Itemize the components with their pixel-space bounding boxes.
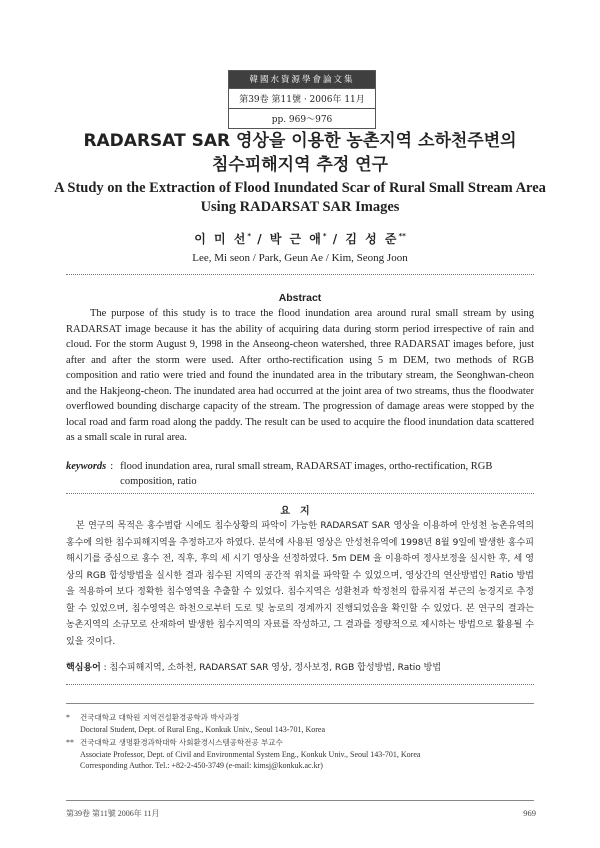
keywords-label: keywords [66,461,107,472]
divider-dotted [66,684,534,685]
title-korean-line1: RADARSAT SAR 영상을 이용한 농촌지역 소하천주변의 [83,131,517,151]
footnote-english: Doctoral Student, Dept. of Rural Eng., Konkuk Univ., Seoul 143-701, Korea [80,724,325,734]
core-keywords-label: 핵심용어 [66,663,101,673]
keywords-text: flood inundation area, rural small stream, RADARSAT images, ortho-rectification, RGB composition, ratio [120,461,493,487]
author-mark: * [322,232,327,240]
footnote-mark: * [66,713,70,722]
author-mark: ** [398,232,406,240]
title-english-line2: Using RADARSAT SAR Images [200,199,400,215]
footnotes [66,712,546,774]
footnote-english: Corresponding Author. Tel.: +82-2-450-3749 (e-mail: kimsj@konkuk.ac.kr) [80,761,323,770]
author-separator: / [251,232,270,246]
divider-dotted [66,274,534,275]
abstract-body: The purpose of this study is to trace the flood inundation area around rural small stream by using RADARSAT image because it has the ability of acquiring data during storm period irrespective of rain and cloud. For the storm August 9, 1998 in the Anseong-cheon watershed, three RADARSAT images before, just after and after the storm were used. After ortho-rectification using 5 m DEM, two methods of RGB composition and ratio were tried and found the inundated area in the tributary stream, the Seonghwan-cheon and the Hakjeong-cheon. The inundated area had occurred at the joint area of two streams, thus the floodwater overflowed bounding discharge capacity of the stream. The progression of damage areas were stopped by the local road and farm road along the paddy. The result can be used to acquire the flood inundation data scattered as a small scale in rural area. [66,308,534,443]
keywords-block [66,459,534,489]
summary-body: 본 연구의 목적은 홍수범람 시에도 침수상황의 파악이 가능한 RADARSAT SAR 영상을 이용하여 안성천 농촌유역의 홍수에 의한 침수피해지역을 추정하고자 하였다. 분석에 사용된 영상은 안성천유역에 1998년 8월 9일에 발생한 홍수피해시기를 중심으로 홍수 전, 직후, 후의 세 시기 영상을 선정하였다. 5m DEM 을 이용하여 정사보정을 실시한 후, 세 영상의 RGB 합성방법을 실시한 결과 침수된 지역의 공간적 위치를 파악할 수 있었으며, 영상간의 연산방법인 Ratio 방법을 적용하여 보다 정확한 침수영역을 추출할 수 있었다. 침수지역은 성환천과 학정천의 합류지점 부근의 농경지로 추정할 수 있었으며, 침수영역은 하천으로부터 도로 및 농로의 경계까지 진행되었음을 확인할 수 있었다. 본 연구의 결과는 농촌지역의 소규모로 산재하여 발생한 침수지역의 자료를 작성하고, 그 결과를 정량적으로 제시하는 방법으로 활용될 수 있을 것이다. [66,521,534,647]
divider-dotted [66,493,534,494]
journal-pages: pp. 969～976 [229,108,375,128]
title-korean-line2: 침수피해지역 추정 연구 [211,155,389,175]
footnote-english: Associate Professor, Dept. of Civil and Environmental System Eng., Konkuk Univ., Seoul 143-701, Korea [80,749,421,759]
footer-journal-issue: 第39卷 第11號 2006年 11月 [66,809,160,818]
author-name: 이 미 선 [194,232,248,246]
footer-page-number: 969 [523,808,536,818]
core-keywords-block [66,661,534,675]
author-name: 박 근 애 [269,232,323,246]
footer-rule [66,800,534,801]
title-english-line1: A Study on the Extraction of Flood Inundated Scar of Rural Small Stream Area [54,180,546,196]
journal-volume-issue: 第39卷 第11號 · 2006年 11月 [229,88,375,108]
core-keywords-text: 침수피해지역, 소하천, RADARSAT SAR 영상, 정사보정, RGB 합성방법, Ratio 방법 [109,663,442,673]
core-keywords-separator: : [100,663,110,673]
author-mark: * [247,232,252,240]
footnote-korean: 건국대학교 대학원 지역건설환경공학과 박사과정 [80,713,240,722]
footnote-rule [66,703,534,704]
abstract-heading: Abstract [278,292,322,304]
authors-korean [0,230,600,247]
keywords-separator: : [110,461,114,472]
author-separator: / [326,232,346,246]
author-name: 김 성 준 [345,232,399,246]
footnote-mark: ** [66,738,74,747]
journal-name: 韓國水資源學會論文集 [229,71,375,88]
journal-info-box [228,70,376,129]
footnote-korean: 건국대학교 생명환경과학대학 사회환경시스템공학전공 부교수 [80,738,283,747]
authors-english: Lee, Mi seon / Park, Geun Ae / Kim, Seong Joon [192,252,408,264]
summary-heading: 요지 [280,506,320,517]
footnote [66,712,546,735]
footnote [66,737,546,772]
